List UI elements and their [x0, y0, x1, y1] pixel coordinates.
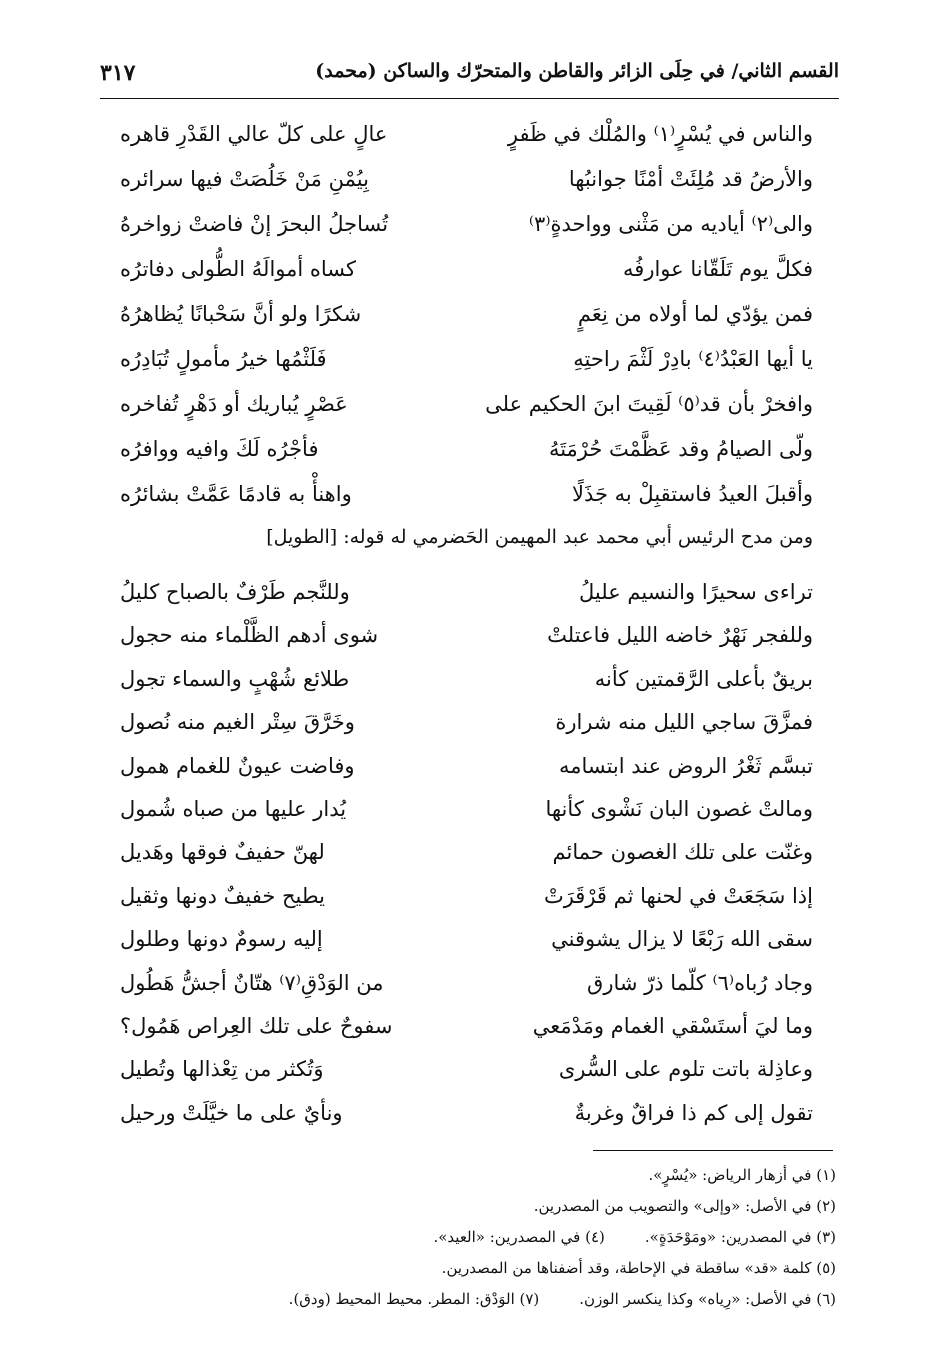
poem-section-1	[120, 112, 813, 517]
second-hemistich: شوى أدهم الظَّلْماء منه حجول	[120, 623, 379, 648]
verse	[120, 472, 813, 517]
second-hemistich: وَتُكثر من تِعْذالها وتُطيل	[120, 1057, 324, 1082]
footnote-3: (٣) في المصدرين: «ومَوْحَدَةٍ».	[644, 1228, 836, 1246]
first-hemistich: إذا سَجَعَتْ في لحنها ثم قَرْقَرَتْ	[543, 883, 813, 908]
second-hemistich: فأجْرُه لَكَ وافيه ووافرُه	[120, 437, 319, 461]
verse	[120, 247, 813, 292]
second-hemistich: عَصْرٍ يُباريك أو دَهْرٍ تُفاخره	[120, 392, 348, 416]
verse	[120, 788, 813, 831]
first-hemistich: وأقبلَ العيدُ فاستقبِلْ به جَذَلًا	[572, 482, 813, 506]
second-hemistich: وخَرَّقَ سِتْر الغيم منه نُصول	[120, 710, 355, 735]
footnote-gap	[605, 1222, 645, 1253]
verse	[120, 1048, 813, 1091]
first-hemistich: سقى الله رَبْعًا لا يزال يشوقني	[551, 927, 813, 952]
first-hemistich: ومالتْ غصون البان نَشْوى كأنها	[545, 796, 813, 821]
second-hemistich: ونأيٌ على ما خيَّلَتْ ورحيل	[120, 1100, 343, 1125]
first-hemistich: وللفجر نَهْرٌ خاضه الليل فاعتلتْ	[547, 623, 813, 648]
footnote-1: (١) في أزهار الرياض: «يُسْرٍ».	[648, 1166, 836, 1184]
second-hemistich: طلائع شُهْبٍ والسماء تجول	[120, 666, 350, 691]
first-hemistich: تراءى سحيرًا والنسيم عليلُ	[579, 580, 813, 604]
poem-section-2	[120, 571, 813, 1135]
first-hemistich: بريقٌ بأعلى الرَّقمتين كأنه	[594, 666, 813, 691]
verse	[120, 1092, 813, 1135]
verse	[120, 157, 813, 202]
first-hemistich: فمن يؤدّي لما أولاه من نِعَمٍ	[577, 302, 813, 326]
first-hemistich: والأرضُ قد مُلِئَتْ أمْنًا جوانبُها	[568, 167, 813, 191]
verse	[120, 701, 813, 744]
first-hemistich: فكلَّ يوم تَلَقّانا عوارفُه	[623, 257, 813, 281]
second-hemistich: كساه أموالَهُ الطُّولى دفاترُه	[120, 257, 357, 281]
footnote-line	[100, 1191, 836, 1222]
footnote-gap	[539, 1284, 579, 1315]
footnote-4: (٤) في المصدرين: «العيد».	[433, 1228, 605, 1246]
verse	[120, 875, 813, 918]
page-number: ٣١٧	[100, 60, 136, 86]
verse	[120, 658, 813, 701]
second-hemistich: سفوحٌ على تلك العِراص هَمُول؟	[120, 1013, 393, 1038]
first-hemistich: وافخرْ بأن قد⁽٥⁾ لَقِيتَ ابنَ الحكيم على	[485, 392, 813, 416]
footnote-5: (٥) كلمة «قد» ساقطة في الإحاطة، وقد أضفناها من المصدرين.	[441, 1259, 836, 1277]
verse	[120, 337, 813, 382]
verse	[120, 745, 813, 788]
second-hemistich: شكرًا ولو أنَّ سَحْبانًا يُظاهرُهُ	[120, 302, 362, 326]
verse	[120, 292, 813, 337]
footnote-2: (٢) في الأصل: «وإلى» والتصويب من المصدرين.	[533, 1197, 836, 1215]
verse	[120, 614, 813, 657]
footnotes	[100, 1160, 836, 1315]
second-hemistich: من الوَدْقِ⁽٧⁾ هتّانٌ أجشُّ هَطُول	[120, 970, 384, 995]
first-hemistich: والى⁽٢⁾ أياديه من مَثْنى وواحدةٍ⁽٣⁾	[528, 212, 813, 236]
second-hemistich: يُدار عليها من صباه شُمول	[120, 796, 347, 821]
second-hemistich: لهنّ حفيفٌ فوقها وهَديل	[120, 840, 325, 865]
verse	[120, 1005, 813, 1048]
verse	[120, 202, 813, 247]
second-hemistich: واهنأْ به قادمًا عَمَّتْ بشائرُه	[120, 482, 352, 506]
first-hemistich: وعاذِلة باتت تلوم على السُّرى	[558, 1057, 813, 1082]
first-hemistich: والناس في يُسْرٍ⁽١⁾ والمُلْك في ظَفرٍ	[507, 122, 813, 146]
verse	[120, 427, 813, 472]
second-hemistich: إليه رسومٌ دونها وطلول	[120, 927, 323, 952]
first-hemistich: فمزَّقَ ساجي الليل منه شرارة	[555, 710, 813, 735]
second-hemistich: وفاضت عيونٌ للغمام همول	[120, 753, 355, 778]
second-hemistich: وللنَّجم طَرْفٌ بالصباح كليلُ	[120, 580, 350, 604]
verse	[120, 831, 813, 874]
running-title: القسم الثاني/ في حِلَى الزائر والقاطن والمتحرّك والساكن (محمد)	[315, 60, 839, 82]
poem-introduction: ومن مدح الرئيس أبي محمد عبد المهيمن الحَضرمي له قوله: [الطويل]	[266, 526, 813, 548]
footnote-line	[100, 1160, 836, 1191]
second-hemistich: بِيُمْنِ مَنْ خَلُصَتْ فيها سرائره	[120, 167, 369, 191]
footnote-6: (٦) في الأصل: «رِياه» وكذا ينكسر الوزن.	[579, 1290, 836, 1308]
verse	[120, 962, 813, 1005]
footnote-line	[100, 1222, 836, 1253]
second-hemistich: يطيح خفيفٌ دونها وثقيل	[120, 883, 325, 908]
second-hemistich: فَلَثْمُها خيرُ مأمولٍ تُبَادِرُه	[120, 347, 327, 371]
first-hemistich: وغنّت على تلك الغصون حمائم	[552, 840, 813, 865]
verse	[120, 112, 813, 157]
second-hemistich: تُساجلُ البحرَ إنْ فاضتْ زواخرهُ	[120, 212, 389, 236]
verse	[120, 382, 813, 427]
first-hemistich: وجاد رُباه⁽٦⁾ كلّما ذرّ شارق	[587, 970, 813, 995]
first-hemistich: يا أيها العَبْدُ⁽٤⁾ بادِرْ لَثْمَ راحتِهِ	[573, 347, 813, 371]
page-header	[100, 58, 839, 99]
verse	[120, 918, 813, 961]
first-hemistich: تبسَّم ثَغْرُ الروض عند ابتسامه	[558, 753, 813, 778]
verse	[120, 571, 813, 614]
footnote-line	[100, 1284, 836, 1315]
second-hemistich: عالٍ على كلّ عالي القَدْرِ قاهره	[120, 122, 388, 146]
first-hemistich: وما ليَ أستَسْقي الغمام ومَدْمَعي	[532, 1013, 813, 1038]
first-hemistich: ولّى الصيامُ وقد عَظَّمْتَ حُرْمَتَهُ	[548, 437, 813, 461]
first-hemistich: تقول إلى كم ذا فراقٌ وغربةٌ	[574, 1100, 813, 1125]
footnote-line	[100, 1253, 836, 1284]
footnote-separator	[593, 1150, 833, 1151]
footnote-7: (٧) الوَدْق: المطر. محيط المحيط (ودق).	[288, 1290, 540, 1308]
